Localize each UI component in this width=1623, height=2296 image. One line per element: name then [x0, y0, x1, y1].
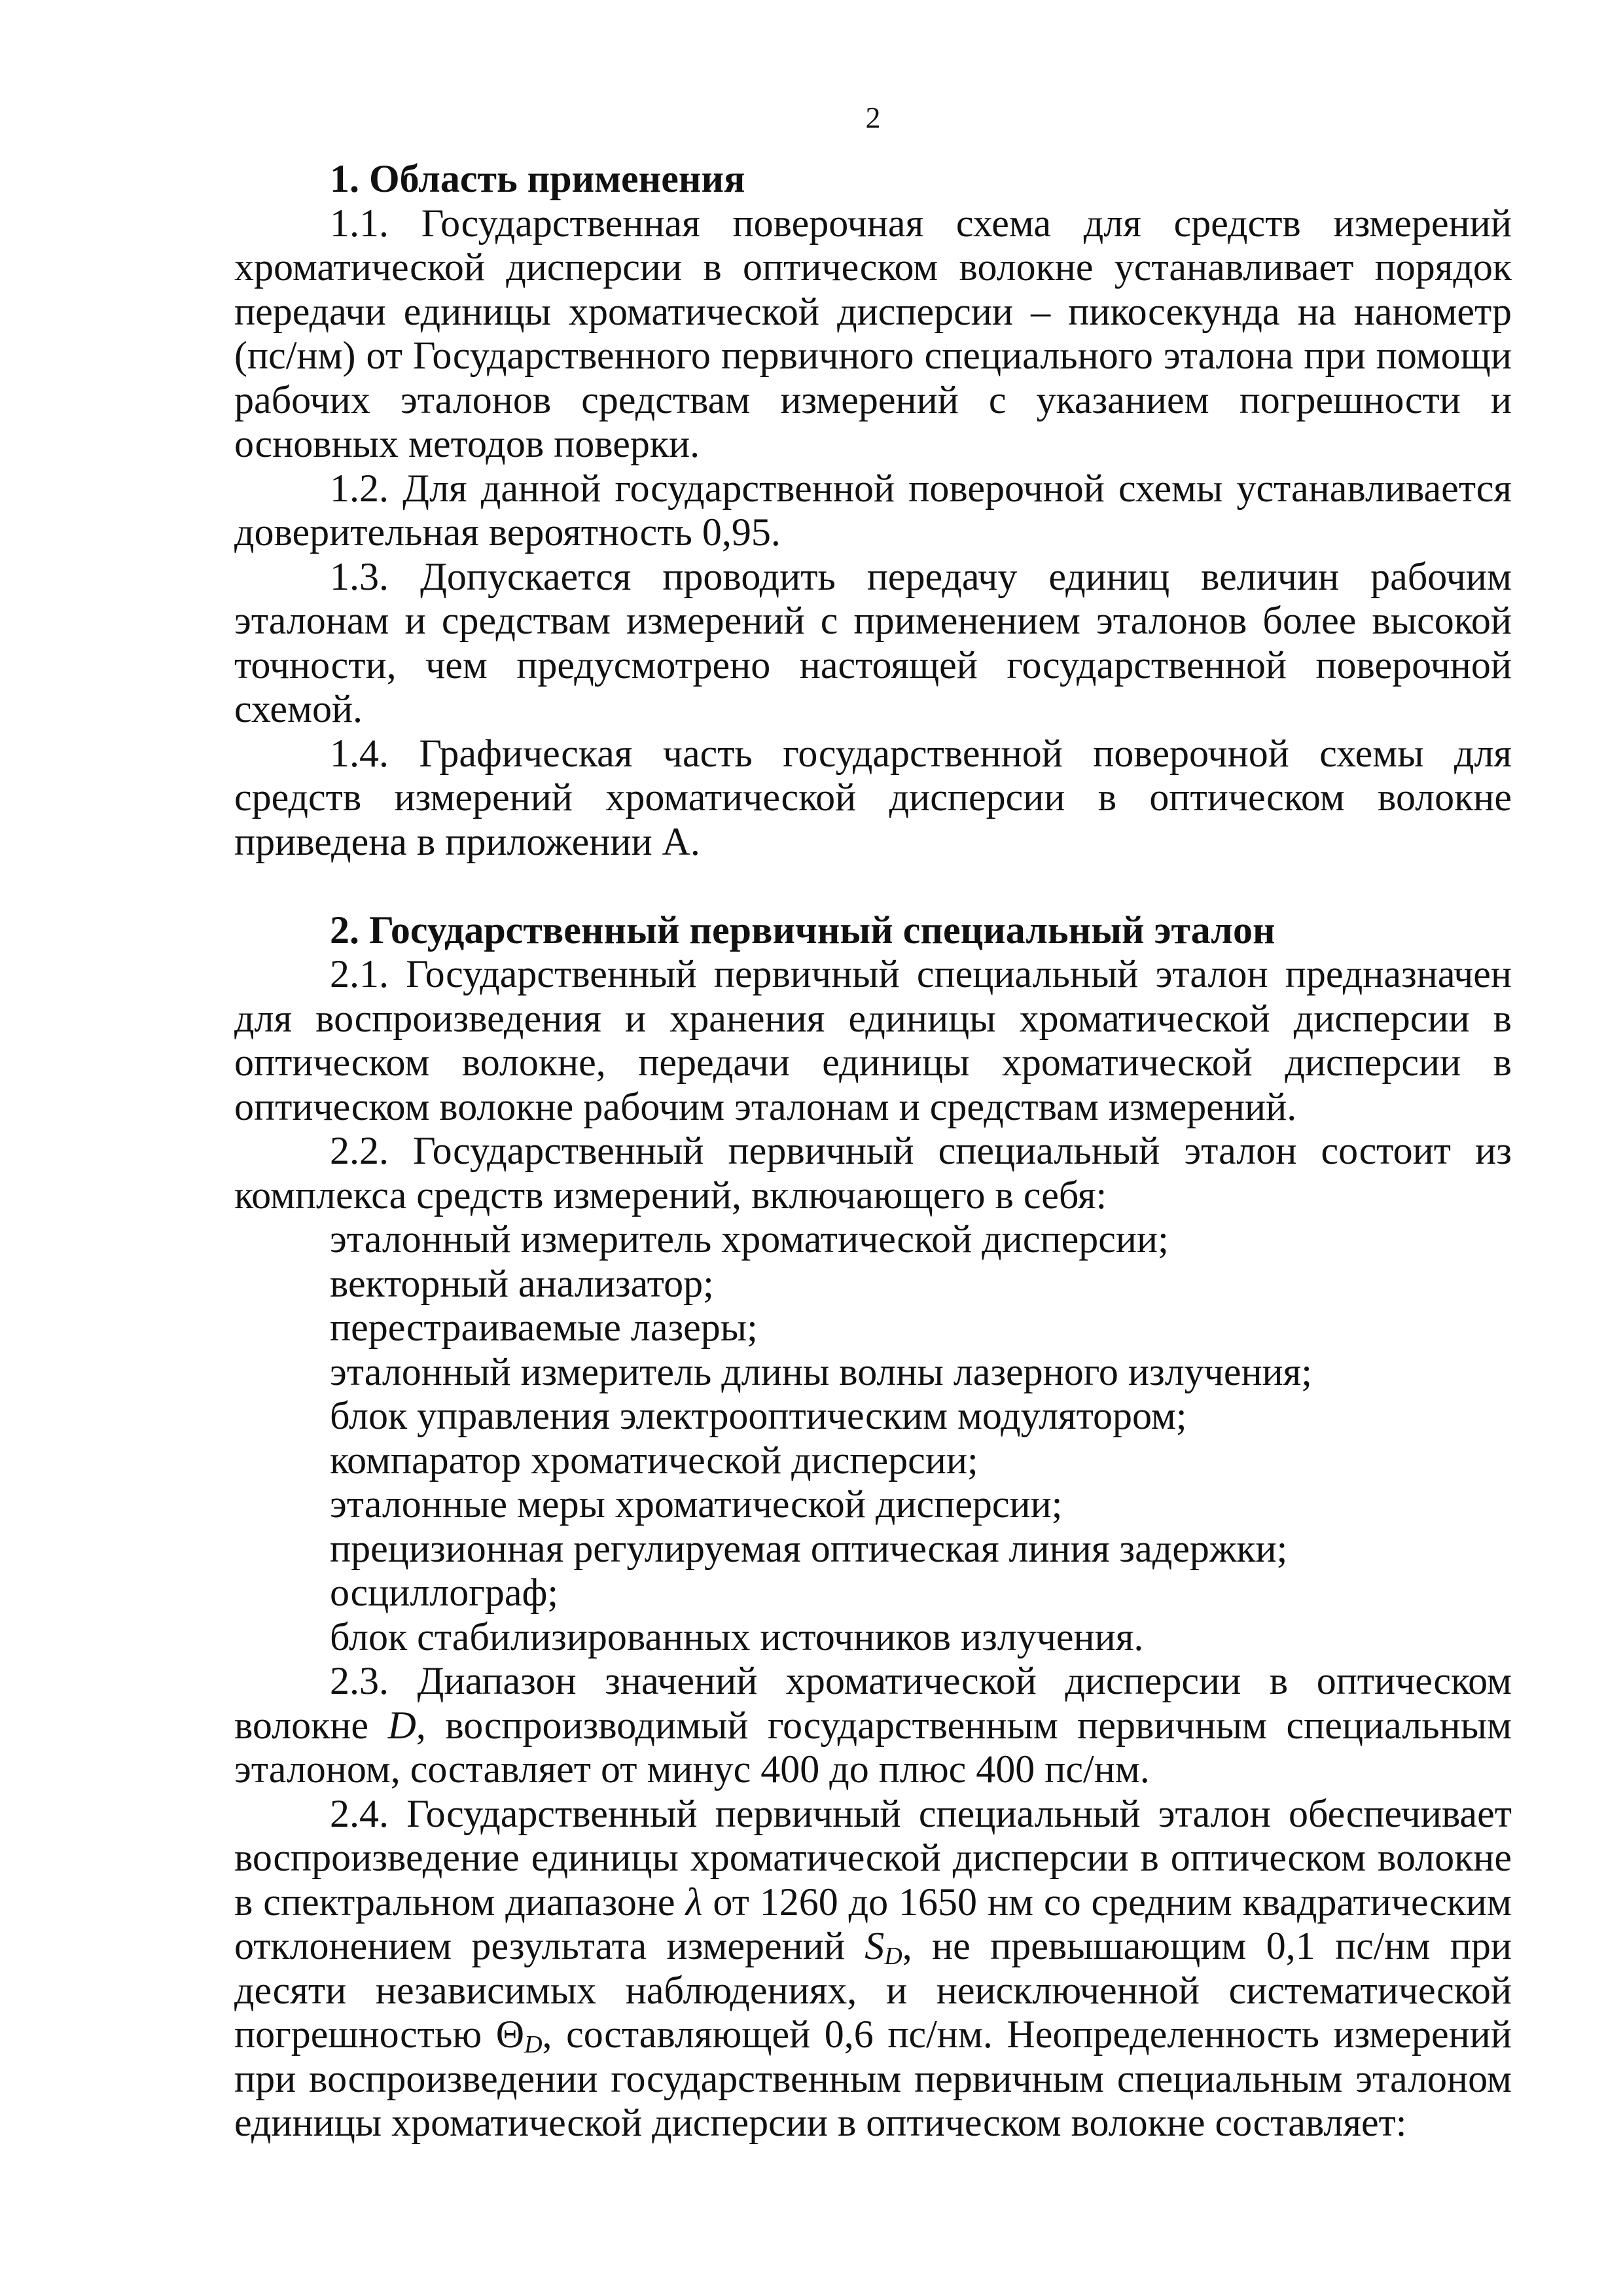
variable-s: S [865, 1924, 885, 1967]
subscript-d: D [524, 2031, 543, 2058]
page-number: 2 [865, 101, 881, 134]
paragraph-text: Государственный первичный специальный эталон предназначен для воспроизведения и хранения единицы хроматической дисперсии в оптическом волокне, передачи единицы хроматической дисперсии в оптическом волокне рабочим эталонам и средствам измерений. [234, 952, 1512, 1128]
paragraph-text: Государственный первичный специальный эталон обеспечивает воспроизведение единицы хроматической дисперсии в оптическом волокне в спектральном диапазоне [234, 1791, 1512, 1924]
list-item: векторный анализатор; [330, 1261, 714, 1305]
list-item: блок управления электрооптическим модулятором; [330, 1394, 1187, 1437]
paragraph-text: Государственная поверочная схема для средств измерений хроматической дисперсии в оптическом волокне устанавливает порядок передачи единицы хроматической дисперсии – пикосекунда на нанометр (пс/нм) от Государственного первичного специального эталона при помощи рабочих эталонов средствам измерений с указанием погрешности и основных методов поверки. [234, 201, 1512, 465]
paragraph-number: 2.1. [330, 952, 389, 996]
paragraph-number: 2.4. [330, 1791, 389, 1835]
paragraph-text: Диапазон значений хроматической дисперсии в оптическом волокне [234, 1659, 1512, 1747]
variable-theta: Θ [495, 2013, 525, 2056]
equipment-list [234, 1217, 1512, 1659]
paragraph-number: 1.1. [330, 201, 389, 245]
paragraph-number: 2.3. [330, 1659, 389, 1702]
list-item: эталонный измеритель хроматической дисперсии; [330, 1217, 1169, 1261]
paragraph-2-3 [234, 1659, 1512, 1792]
section-2-heading: 2. Государственный первичный специальный эталон [330, 908, 1275, 952]
paragraph-text: , не превышающим 0,1 пс/нм при десяти независимых наблюдениях, и неисключенной систематической погрешностью [234, 1924, 1512, 2056]
paragraph-number: 1.3. [330, 554, 389, 598]
list-item: прецизионная регулируемая оптическая линия задержки; [330, 1526, 1288, 1570]
paragraph-number: 2.2. [330, 1129, 389, 1172]
list-item: перестраиваемые лазеры; [330, 1306, 758, 1349]
paragraph-2-4 [234, 1792, 1512, 2145]
paragraph-text: Допускается проводить передачу единиц величин рабочим эталонам и средствам измерений с применением эталонов более высокой точности, чем предусмотрено настоящей государственной поверочной схемой. [234, 554, 1512, 730]
section-spacer [234, 864, 1512, 908]
paragraph-1-4 [234, 732, 1512, 865]
paragraph-number: 1.4. [330, 731, 389, 775]
paragraph-text: Графическая часть государственной поверочной схемы для средств измерений хроматической дисперсии в оптическом волокне приведена в приложении А. [234, 731, 1512, 863]
paragraph-1-3 [234, 555, 1512, 732]
paragraph-text: , воспроизводимый государственным первичным специальным эталоном, составляет от минус 400 до плюс 400 пс/нм. [234, 1703, 1512, 1791]
paragraph-number: 1.2. [330, 466, 389, 510]
paragraph-text: , составляющей 0,6 пс/нм. Неопределенность измерений при воспроизведении государственным первичным специальным эталоном единицы хроматической дисперсии в оптическом волокне составляет: [234, 2013, 1512, 2144]
paragraph-1-2 [234, 467, 1512, 555]
paragraph-2-1 [234, 952, 1512, 1129]
list-item: компаратор хроматической дисперсии; [330, 1438, 978, 1482]
paragraph-text: Государственный первичный специальный эталон состоит из комплекса средств измерений, включающего в себя: [234, 1129, 1512, 1217]
paragraph-text: от 1260 до 1650 нм со средним квадратическим отклонением результата измерений [234, 1880, 1512, 1967]
list-item: блок стабилизированных источников излучения. [330, 1615, 1144, 1659]
list-item: эталонный измеритель длины волны лазерного излучения; [330, 1350, 1312, 1393]
list-item: осциллограф; [330, 1571, 559, 1614]
paragraph-2-2 [234, 1129, 1512, 1217]
variable-lambda: λ [685, 1880, 703, 1924]
paragraph-1-1 [234, 202, 1512, 467]
variable-d: D [387, 1703, 416, 1747]
subscript-d: D [884, 1943, 902, 1970]
paragraph-text: Для данной государственной поверочной схемы устанавливается доверительная вероятность 0,95. [234, 466, 1512, 554]
list-item: эталонные меры хроматической дисперсии; [330, 1482, 1063, 1526]
document-body [234, 157, 1512, 2145]
section-1-heading: 1. Область применения [330, 157, 745, 200]
